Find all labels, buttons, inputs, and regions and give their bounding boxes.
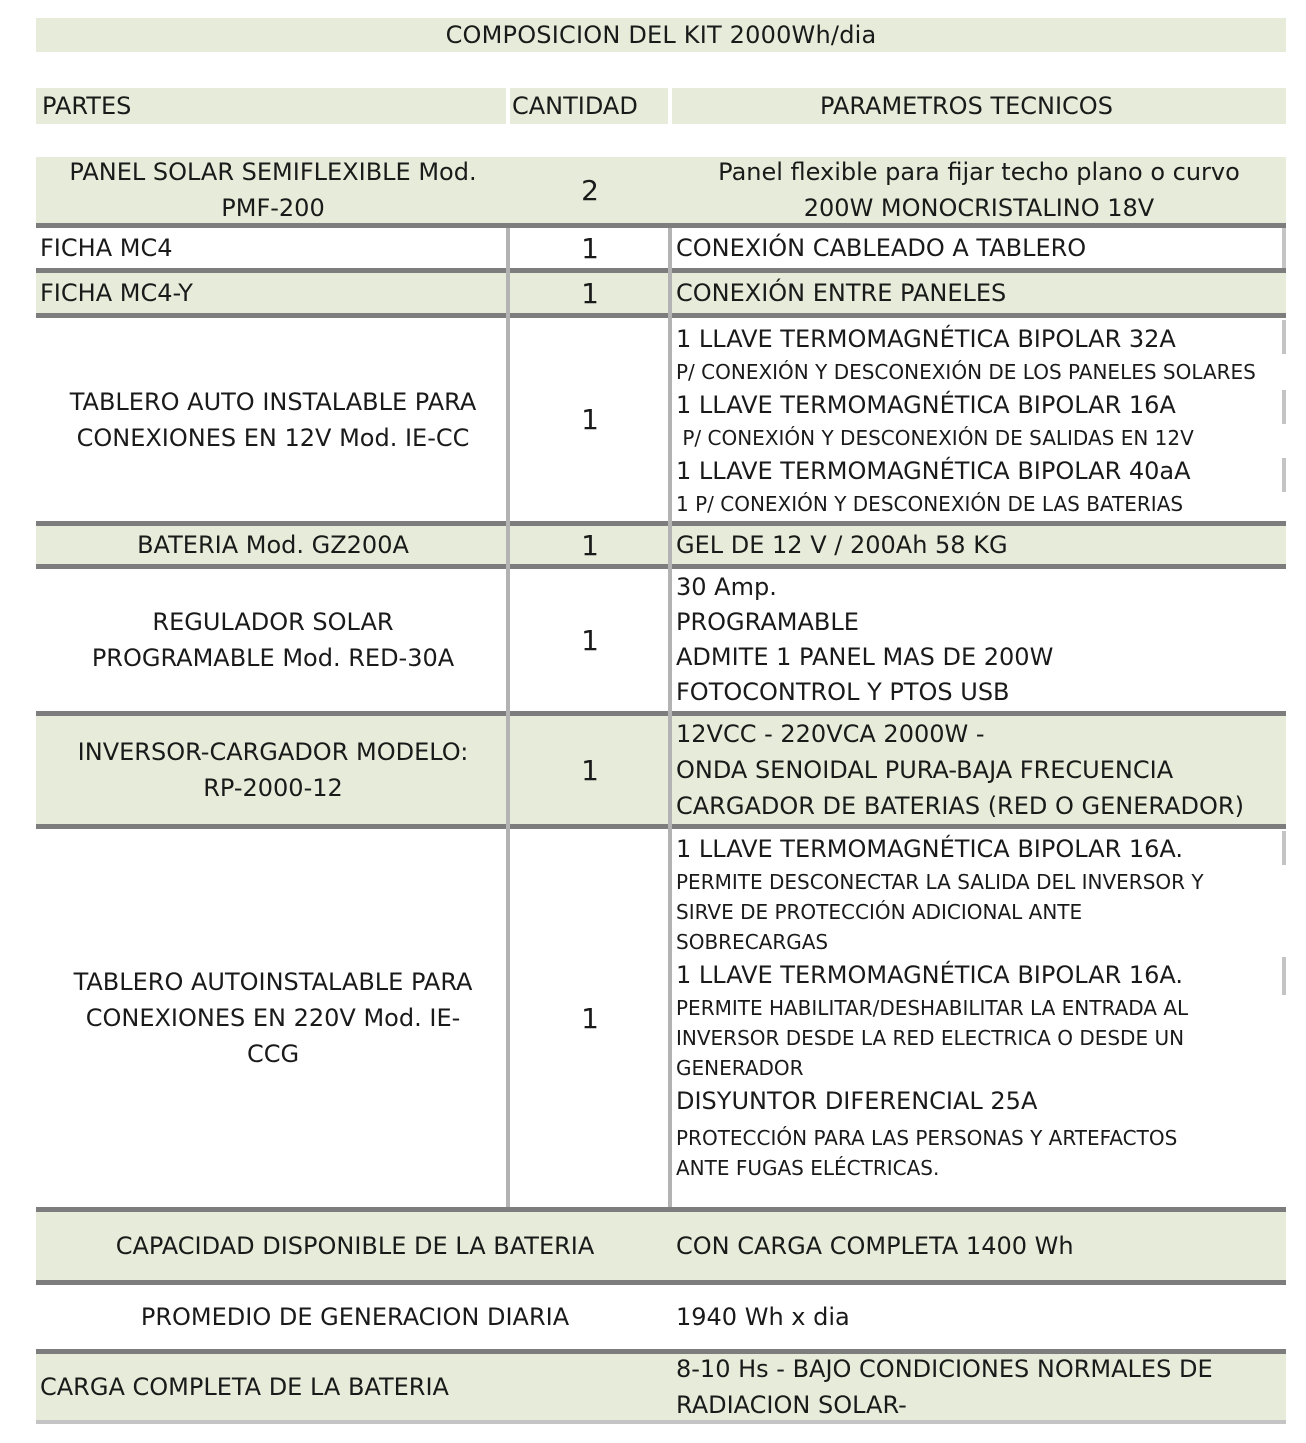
qty-cell [510,318,670,521]
summary-row-generacion [36,1285,1286,1349]
part-line: PROGRAMABLE Mod. RED-30A [91,644,455,672]
part-cell [40,569,506,711]
part-cell [40,829,506,1207]
param-note: P/ CONEXIÓN Y DESCONEXIÓN DE LOS PANELES SOLARES [676,359,1256,384]
summary-value-cell [676,1354,1282,1420]
param-line: ADMITE 1 PANEL MAS DE 200W [676,643,1054,671]
part-cell [40,716,506,824]
params-cell [676,157,1282,223]
table-row-ficha-mc4-y [36,273,1286,313]
table-bottom-border [36,1420,1286,1424]
part-line: REGULADOR SOLAR [152,608,394,636]
header-divider-2 [668,88,672,124]
summary-label-cell [40,1285,670,1349]
param-note: PROTECCIÓN PARA LAS PERSONAS Y ARTEFACTOS [676,1126,1178,1150]
right-edge-mark [1282,458,1286,492]
params-cell [676,318,1282,521]
qty-cell [510,157,670,223]
qty-value: 1 [581,403,599,436]
part-line: PANEL SOLAR SEMIFLEXIBLE Mod. [69,158,477,186]
param-line: PROGRAMABLE [676,608,859,636]
table-row-panel-solar [36,157,1286,223]
param-note: PERMITE DESCONECTAR LA SALIDA DEL INVERSOR Y [676,870,1204,894]
summary-value-cell [676,1212,1282,1280]
qty-value: 1 [581,753,599,787]
column-divider-2 [668,228,672,1207]
summary-value: 8-10 Hs - BAJO CONDICIONES NORMALES DE [676,1355,1213,1383]
header-divider-1 [506,88,510,124]
qty-value: 1 [581,1001,599,1035]
summary-value: 1940 Wh x dia [676,1303,850,1331]
qty-cell [510,273,670,313]
qty-cell [510,526,670,564]
kit-title: COMPOSICION DEL KIT 2000Wh/dia [36,18,1286,52]
param-line: Panel flexible para fijar techo plano o curvo [718,158,1240,186]
param-note: GENERADOR [676,1056,804,1080]
qty-cell [510,716,670,824]
part-line: TABLERO AUTO INSTALABLE PARA [69,387,477,416]
param-line: 1 LLAVE TERMOMAGNÉTICA BIPOLAR 40aA [676,456,1191,485]
params-cell [676,569,1282,711]
table-header [36,88,1286,124]
summary-value: RADIACION SOLAR- [676,1391,907,1419]
right-edge-mark [1282,320,1286,354]
param-line: ONDA SENOIDAL PURA-BAJA FRECUENCIA [676,756,1174,784]
part-cell [40,318,506,521]
table-row-regulador [36,569,1286,711]
qty-value: 1 [581,528,599,562]
param-line: GEL DE 12 V / 200Ah 58 KG [676,531,1008,559]
header-cantidad: CANTIDAD [512,92,638,120]
param-line: FOTOCONTROL Y PTOS USB [676,678,1010,706]
column-divider-1 [506,228,510,1207]
table-row-tablero-12v [36,318,1286,521]
part-line: CCG [246,1040,300,1068]
summary-row-carga [36,1354,1286,1420]
table-row-ficha-mc4 [36,228,1286,268]
part-line: CONEXIONES EN 12V Mod. IE-CC [76,423,470,452]
param-line: 1 LLAVE TERMOMAGNÉTICA BIPOLAR 16A [676,390,1176,419]
summary-label-cell [40,1212,670,1280]
part-line: FICHA MC4-Y [40,279,193,307]
right-edge-mark [1282,390,1286,424]
params-cell [676,526,1282,564]
param-note: PERMITE HABILITAR/DESHABILITAR LA ENTRADA AL [676,996,1189,1020]
part-cell [40,157,506,223]
table-row-bateria [36,526,1286,564]
param-line: 30 Amp. [676,573,777,601]
params-cell [676,273,1282,313]
param-note: INVERSOR DESDE LA RED ELECTRICA O DESDE UN [676,1026,1185,1050]
part-line: INVERSOR-CARGADOR MODELO: [77,738,469,766]
summary-label: CARGA COMPLETA DE LA BATERIA [40,1373,449,1401]
param-line: 1 LLAVE TERMOMAGNÉTICA BIPOLAR 32A [676,324,1176,353]
part-line: FICHA MC4 [40,234,173,262]
param-line: CARGADOR DE BATERIAS (RED O GENERADOR) [676,792,1244,820]
qty-cell [510,569,670,711]
right-edge-mark [1282,957,1286,995]
part-line: RP-2000-12 [203,774,343,802]
param-note: P/ CONEXIÓN Y DESCONEXIÓN DE SALIDAS EN 12V [676,425,1194,450]
param-note: SIRVE DE PROTECCIÓN ADICIONAL ANTE [676,900,1083,924]
qty-value: 1 [581,231,599,265]
part-line: CONEXIONES EN 220V Mod. IE- [85,1004,461,1032]
param-line: 1 LLAVE TERMOMAGNÉTICA BIPOLAR 16A. [676,961,1184,989]
qty-cell [510,829,670,1207]
qty-value: 1 [581,276,599,310]
summary-label-cell [40,1354,670,1420]
summary-value: CON CARGA COMPLETA 1400 Wh [676,1232,1074,1260]
param-note: ANTE FUGAS ELÉCTRICAS. [676,1156,940,1180]
header-partes: PARTES [42,92,132,120]
param-line: CONEXIÓN CABLEADO A TABLERO [676,234,1087,262]
param-note: 1 P/ CONEXIÓN Y DESCONEXIÓN DE LAS BATERIAS [676,491,1184,516]
qty-value: 1 [581,623,599,657]
param-note: SOBRECARGAS [676,930,829,954]
param-line: CONEXIÓN ENTRE PANELES [676,279,1007,307]
summary-label: PROMEDIO DE GENERACION DIARIA [140,1303,570,1331]
right-edge-mark [1282,831,1286,865]
table-row-tablero-220v [36,829,1286,1207]
table-row-inversor [36,716,1286,824]
param-line: 200W MONOCRISTALINO 18V [803,194,1155,222]
part-cell [40,526,506,564]
header-parametros: PARAMETROS TECNICOS [820,92,1113,120]
part-line: PMF-200 [221,194,325,222]
part-cell [40,228,506,268]
summary-row-capacidad [36,1212,1286,1280]
qty-value: 2 [581,173,599,207]
param-line: 12VCC - 220VCA 2000W - [676,720,985,748]
part-cell [40,273,506,313]
part-line: TABLERO AUTOINSTALABLE PARA [73,968,473,996]
params-cell [676,228,1282,268]
params-cell [676,829,1282,1207]
params-cell [676,716,1282,824]
param-line: 1 LLAVE TERMOMAGNÉTICA BIPOLAR 16A. [676,835,1184,863]
summary-value-cell [676,1285,1282,1349]
param-line: DISYUNTOR DIFERENCIAL 25A [676,1087,1038,1115]
part-line: BATERIA Mod. GZ200A [137,531,409,559]
qty-cell [510,228,670,268]
summary-label: CAPACIDAD DISPONIBLE DE LA BATERIA [115,1232,595,1260]
right-edge-mark [1282,228,1286,268]
